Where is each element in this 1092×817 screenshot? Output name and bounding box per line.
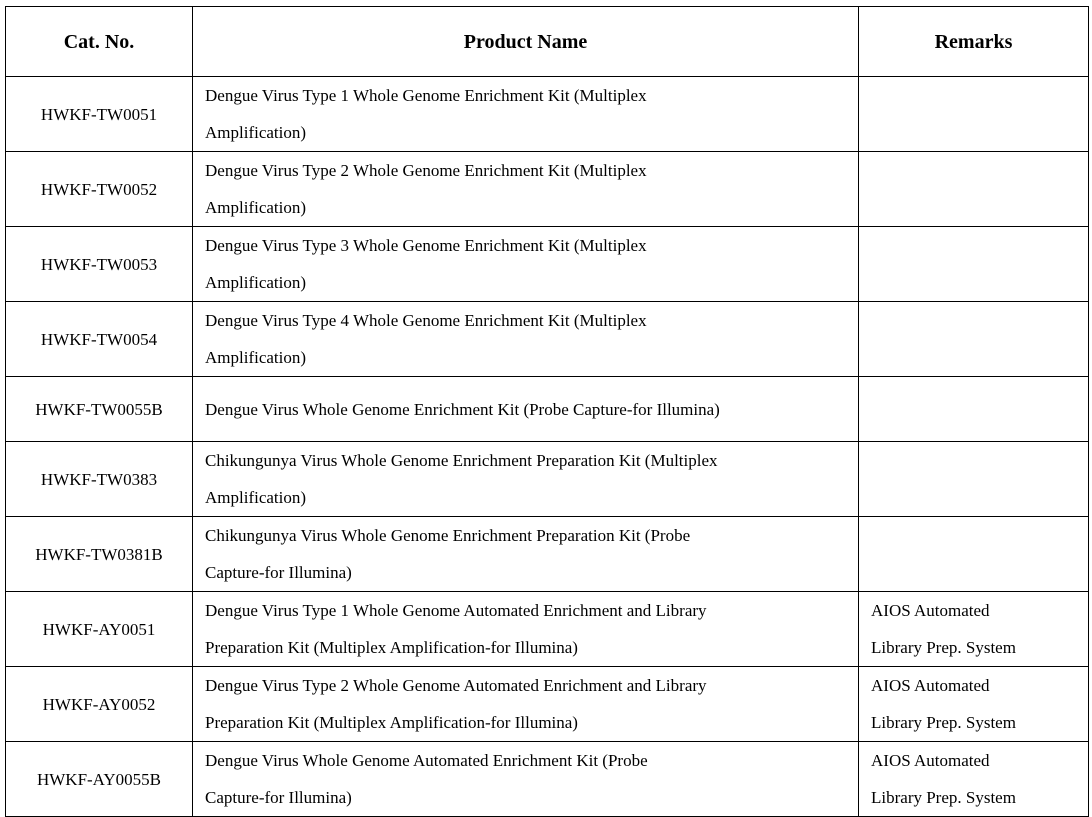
cat-no-cell: HWKF-TW0051	[6, 77, 193, 152]
product-name-cell: Dengue Virus Type 1 Whole Genome Automated Enrichment and Library Preparation Kit (Multiplex Amplification-for Illumina)	[193, 592, 859, 667]
remarks-cell: AIOS Automated Library Prep. System	[859, 742, 1089, 817]
cat-no-cell: HWKF-AY0052	[6, 667, 193, 742]
remarks-cell	[859, 77, 1089, 152]
product-name-cell: Chikungunya Virus Whole Genome Enrichment Preparation Kit (Multiplex Amplification)	[193, 442, 859, 517]
table-row	[6, 742, 1089, 817]
table-row	[6, 152, 1089, 227]
table-row	[6, 377, 1089, 442]
product-name-cell: Dengue Virus Type 2 Whole Genome Enrichment Kit (Multiplex Amplification)	[193, 152, 859, 227]
remarks-cell	[859, 227, 1089, 302]
product-name-cell: Dengue Virus Type 1 Whole Genome Enrichment Kit (Multiplex Amplification)	[193, 77, 859, 152]
header-cat-no: Cat. No.	[6, 7, 193, 77]
table-row	[6, 77, 1089, 152]
remarks-cell	[859, 302, 1089, 377]
table-row	[6, 302, 1089, 377]
product-name-cell: Dengue Virus Type 4 Whole Genome Enrichment Kit (Multiplex Amplification)	[193, 302, 859, 377]
remarks-cell	[859, 517, 1089, 592]
table-row	[6, 592, 1089, 667]
cat-no-cell: HWKF-AY0051	[6, 592, 193, 667]
remarks-cell	[859, 442, 1089, 517]
remarks-cell	[859, 377, 1089, 442]
product-name-cell: Dengue Virus Whole Genome Automated Enrichment Kit (Probe Capture-for Illumina)	[193, 742, 859, 817]
product-name-cell: Chikungunya Virus Whole Genome Enrichment Preparation Kit (Probe Capture-for Illumina)	[193, 517, 859, 592]
cat-no-cell: HWKF-TW0054	[6, 302, 193, 377]
cat-no-cell: HWKF-AY0055B	[6, 742, 193, 817]
table-row	[6, 227, 1089, 302]
remarks-cell: AIOS Automated Library Prep. System	[859, 667, 1089, 742]
cat-no-cell: HWKF-TW0383	[6, 442, 193, 517]
header-product-name: Product Name	[193, 7, 859, 77]
table-row	[6, 517, 1089, 592]
product-catalog-table	[5, 6, 1089, 817]
cat-no-cell: HWKF-TW0055B	[6, 377, 193, 442]
remarks-cell	[859, 152, 1089, 227]
table-header-row	[6, 7, 1089, 77]
table-row	[6, 442, 1089, 517]
remarks-cell: AIOS Automated Library Prep. System	[859, 592, 1089, 667]
header-remarks: Remarks	[859, 7, 1089, 77]
product-name-cell: Dengue Virus Type 3 Whole Genome Enrichment Kit (Multiplex Amplification)	[193, 227, 859, 302]
product-name-cell: Dengue Virus Type 2 Whole Genome Automated Enrichment and Library Preparation Kit (Multiplex Amplification-for Illumina)	[193, 667, 859, 742]
cat-no-cell: HWKF-TW0053	[6, 227, 193, 302]
product-name-cell: Dengue Virus Whole Genome Enrichment Kit (Probe Capture-for Illumina)	[193, 377, 859, 442]
cat-no-cell: HWKF-TW0052	[6, 152, 193, 227]
table-row	[6, 667, 1089, 742]
cat-no-cell: HWKF-TW0381B	[6, 517, 193, 592]
